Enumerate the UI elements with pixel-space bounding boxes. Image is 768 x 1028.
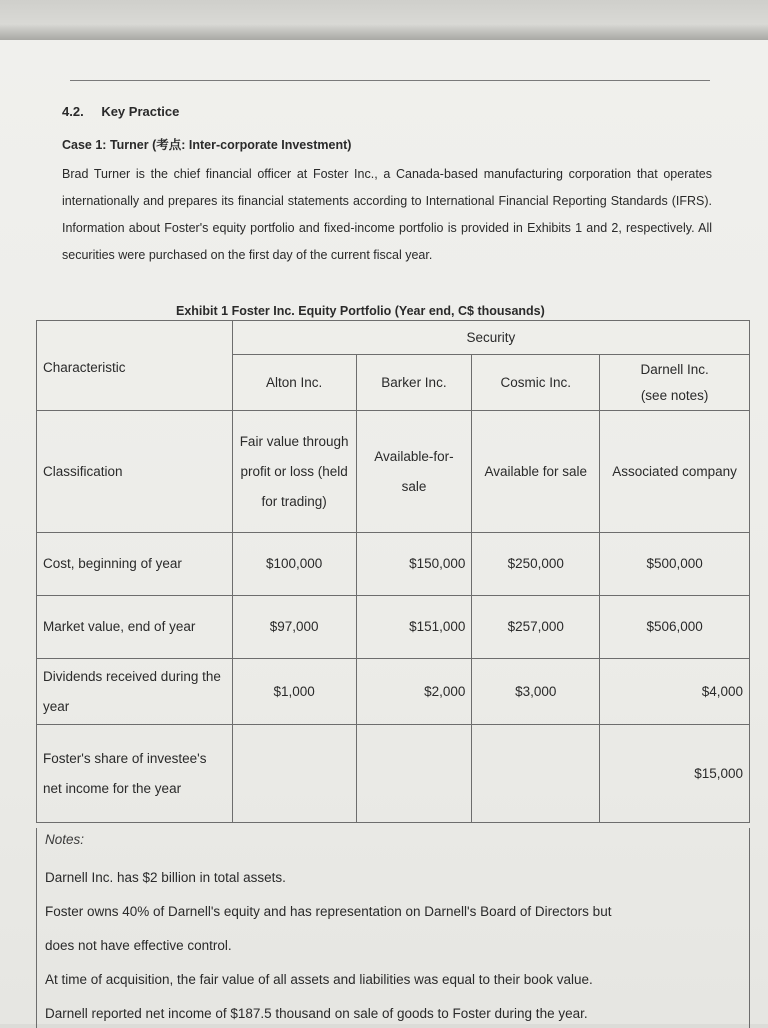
table-row xyxy=(37,659,750,725)
exhibit-title: Exhibit 1 Foster Inc. Equity Portfolio (Year end, C$ thousands) xyxy=(176,304,545,318)
notes-heading: Notes: xyxy=(45,832,85,847)
cell-value xyxy=(472,725,600,823)
cell-value: $150,000 xyxy=(356,533,472,596)
section-number: 4.2. xyxy=(62,104,84,119)
cell-value: $3,000 xyxy=(472,659,600,725)
cell-value xyxy=(232,725,356,823)
row-label: Cost, beginning of year xyxy=(37,533,233,596)
row-label: Foster's share of investee's net income for the year xyxy=(37,725,233,823)
cell-value: Available-for-sale xyxy=(356,411,472,533)
security-header: Security xyxy=(232,321,749,355)
note-item: Foster owns 40% of Darnell's equity and has representation on Darnell's Board of Directors but xyxy=(45,904,612,919)
cell-value: $151,000 xyxy=(356,596,472,659)
table-row xyxy=(37,533,750,596)
security-cosmic: Cosmic Inc. xyxy=(472,355,600,411)
equity-portfolio-table xyxy=(36,320,750,823)
table-row xyxy=(37,725,750,823)
cell-value: $1,000 xyxy=(232,659,356,725)
cell-value: Fair value through profit or loss (held for trading) xyxy=(232,411,356,533)
cell-value: $15,000 xyxy=(600,725,750,823)
note-item: Darnell reported net income of $187.5 thousand on sale of goods to Foster during the year. xyxy=(45,1006,588,1021)
security-alton: Alton Inc. xyxy=(232,355,356,411)
cell-value: $97,000 xyxy=(232,596,356,659)
characteristic-header-text: Characteristic xyxy=(43,360,126,375)
cell-value: $100,000 xyxy=(232,533,356,596)
notes-box xyxy=(36,828,750,1028)
cell-value: $4,000 xyxy=(600,659,750,725)
cell-value: $257,000 xyxy=(472,596,600,659)
security-darnell xyxy=(600,355,750,411)
row-label: Market value, end of year xyxy=(37,596,233,659)
binder-edge xyxy=(0,0,768,40)
cell-value: Available for sale xyxy=(472,411,600,533)
note-item: At time of acquisition, the fair value of all assets and liabilities was equal to their book value. xyxy=(45,972,593,987)
cell-value: Associated company xyxy=(600,411,750,533)
darnell-name: Darnell Inc. xyxy=(640,361,709,377)
cell-value xyxy=(356,725,472,823)
header-rule xyxy=(70,80,710,81)
cell-value: $506,000 xyxy=(600,596,750,659)
darnell-note: (see notes) xyxy=(640,387,709,403)
cell-value: $2,000 xyxy=(356,659,472,725)
section-heading xyxy=(62,104,179,119)
row-label: Classification xyxy=(37,411,233,533)
cell-value: $250,000 xyxy=(472,533,600,596)
section-title: Key Practice xyxy=(101,104,180,119)
table-row xyxy=(37,411,750,533)
case-title: Case 1: Turner (考点: Inter-corporate Investment) xyxy=(62,138,352,152)
characteristic-header xyxy=(37,321,233,411)
intro-paragraph: Brad Turner is the chief financial officer at Foster Inc., a Canada-based manufacturing corporation that operates internationally and prepares its financial statements according to International Financial Reporting Standards (IFRS). Information about Foster's equity portfolio and fixed-income portfolio is provided in Exhibits 1 and 2, respectively. All securities were purchased on the first day of the current fiscal year. xyxy=(62,167,712,262)
table-row xyxy=(37,596,750,659)
note-item: does not have effective control. xyxy=(45,938,232,953)
note-item: Darnell Inc. has $2 billion in total assets. xyxy=(45,870,286,885)
cell-value: $500,000 xyxy=(600,533,750,596)
row-label: Dividends received during the year xyxy=(37,659,233,725)
security-barker: Barker Inc. xyxy=(356,355,472,411)
